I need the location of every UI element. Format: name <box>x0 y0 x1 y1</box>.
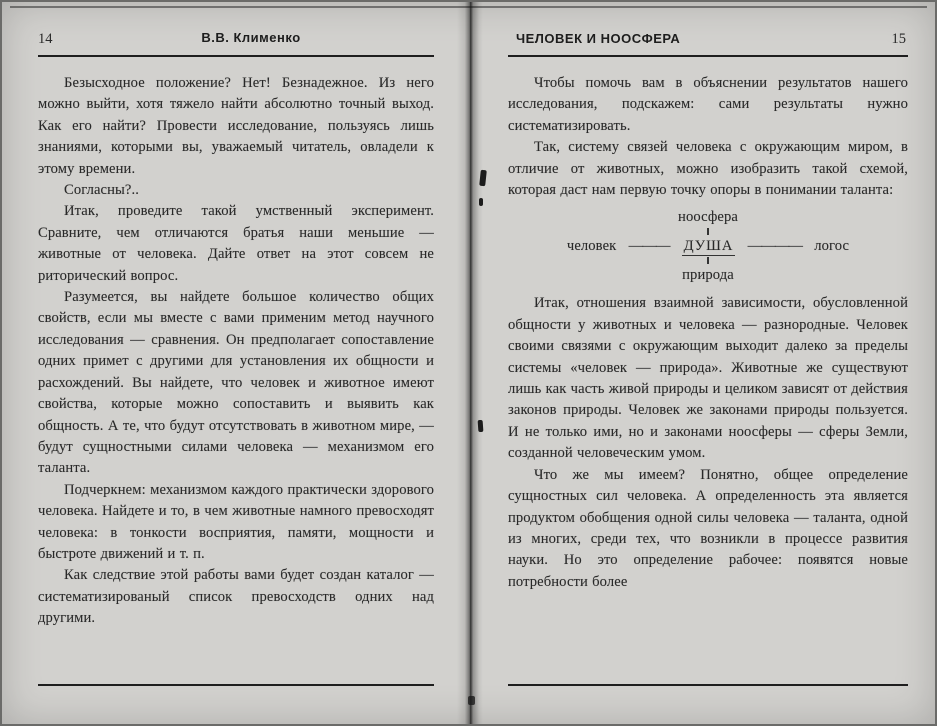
scheme-connector-tick <box>707 257 709 264</box>
left-page <box>38 30 434 688</box>
paragraph: Что же мы имеем? Понятно, общее определение сущностных сил человека. А определенность эта является продуктом обобщения одной силы человека — таланта, одной из многих, среди тех, что возникли в процессе развития науки. Но это определение рабочее: появятся новые потребности более <box>508 466 908 590</box>
paragraph: Подчеркнем: механизмом каждого практически здорового человека. Найдете и то, в чем животные намного превосходят человека: в тонкости восприятия, памяти, мощности и быстроте движений и т. п. <box>38 481 434 562</box>
right-footer-rule <box>508 684 908 686</box>
scheme-human: человек <box>566 238 617 255</box>
scheme-nature: природа <box>682 267 734 284</box>
right-page-body <box>508 73 908 593</box>
left-footer-rule <box>38 684 434 686</box>
paragraph: Итак, проведите такой умственный эксперимент. Сравните, чем отличаются братья наши меньшие — животные от человека. Дайте ответ на этот совсем не риторический вопрос. <box>38 203 434 284</box>
paragraph: Чтобы помочь вам в объяснении результатов нашего исследования, подскажем: сами результаты нужно систематизировать. <box>508 75 908 134</box>
book-gutter-shadow <box>457 2 483 724</box>
scan-artifact <box>479 198 483 206</box>
left-page-number: 14 <box>38 31 53 47</box>
scheme-soul: ДУША <box>683 238 734 255</box>
right-page <box>508 30 908 688</box>
left-page-header <box>38 30 434 50</box>
paragraph: Итак, отношения взаимной зависимости, обусловленной общности у животных и человека — разнородные. Человек своими связями с окружающим выходит далеко за пределы системы «человек — природа». Животные же существуют лишь как часть живой природы и целиком зависят от действия законов природы. Человек же законами природы пользуется. И не только ими, но и законами ноосферы — сферы Земли, созданной человеческим умом. <box>508 295 908 462</box>
left-header-rule <box>38 55 434 57</box>
scan-artifact <box>478 420 484 432</box>
scan-artifact <box>468 696 475 705</box>
scheme-noosphere: ноосфера <box>678 209 738 226</box>
left-running-title: В.В. Клименко <box>201 30 301 45</box>
right-page-header <box>508 30 908 50</box>
scheme-middle-row <box>508 236 908 256</box>
left-page-body <box>38 73 434 630</box>
scan-artifact <box>479 170 487 187</box>
paragraph: Согласны?.. <box>64 182 140 199</box>
scheme-connector-tick <box>707 228 709 235</box>
paragraph: Как следствие этой работы вами будет создан каталог — систематизированый список превосходств одних над другими. <box>38 567 434 627</box>
right-header-rule <box>508 55 908 57</box>
right-running-title: ЧЕЛОВЕК И НООСФЕРА <box>516 31 681 46</box>
right-page-number: 15 <box>891 31 906 47</box>
paragraph: Безысходное положение? Нет! Безнадежное. Из него можно выйти, хотя тяжело найти абсолютно точный выход. Как его найти? Провести исследование, пользуясь лишь знаниями, которыми вы, уважаемый читатель, овладели к этому времени. <box>38 75 434 177</box>
scheme-dash-right: ———— <box>747 238 803 255</box>
scheme-diagram <box>508 207 908 285</box>
scheme-logos: логос <box>814 238 850 255</box>
scheme-dash-left: ——— <box>628 238 670 255</box>
paragraph: Разумеется, вы найдете большое количество общих свойств, если мы вместе с вами применим метод научного исследования — сравнения. Он предполагает сопоставление одних примет с другими для установления их общности и расхождений. Вы найдете, что человек и животное имеют свойства, которые можно сопоставить и выявить как общность. А те, что будут отсутствовать в животном мире, — будут сущностными силами человека — механизмом его таланта. <box>38 289 434 477</box>
paragraph: Так, систему связей человека с окружающим миром, в отличие от животных, можно изобразить такой схемой, которая даст нам первую точку опоры в понимании таланта: <box>508 139 908 199</box>
